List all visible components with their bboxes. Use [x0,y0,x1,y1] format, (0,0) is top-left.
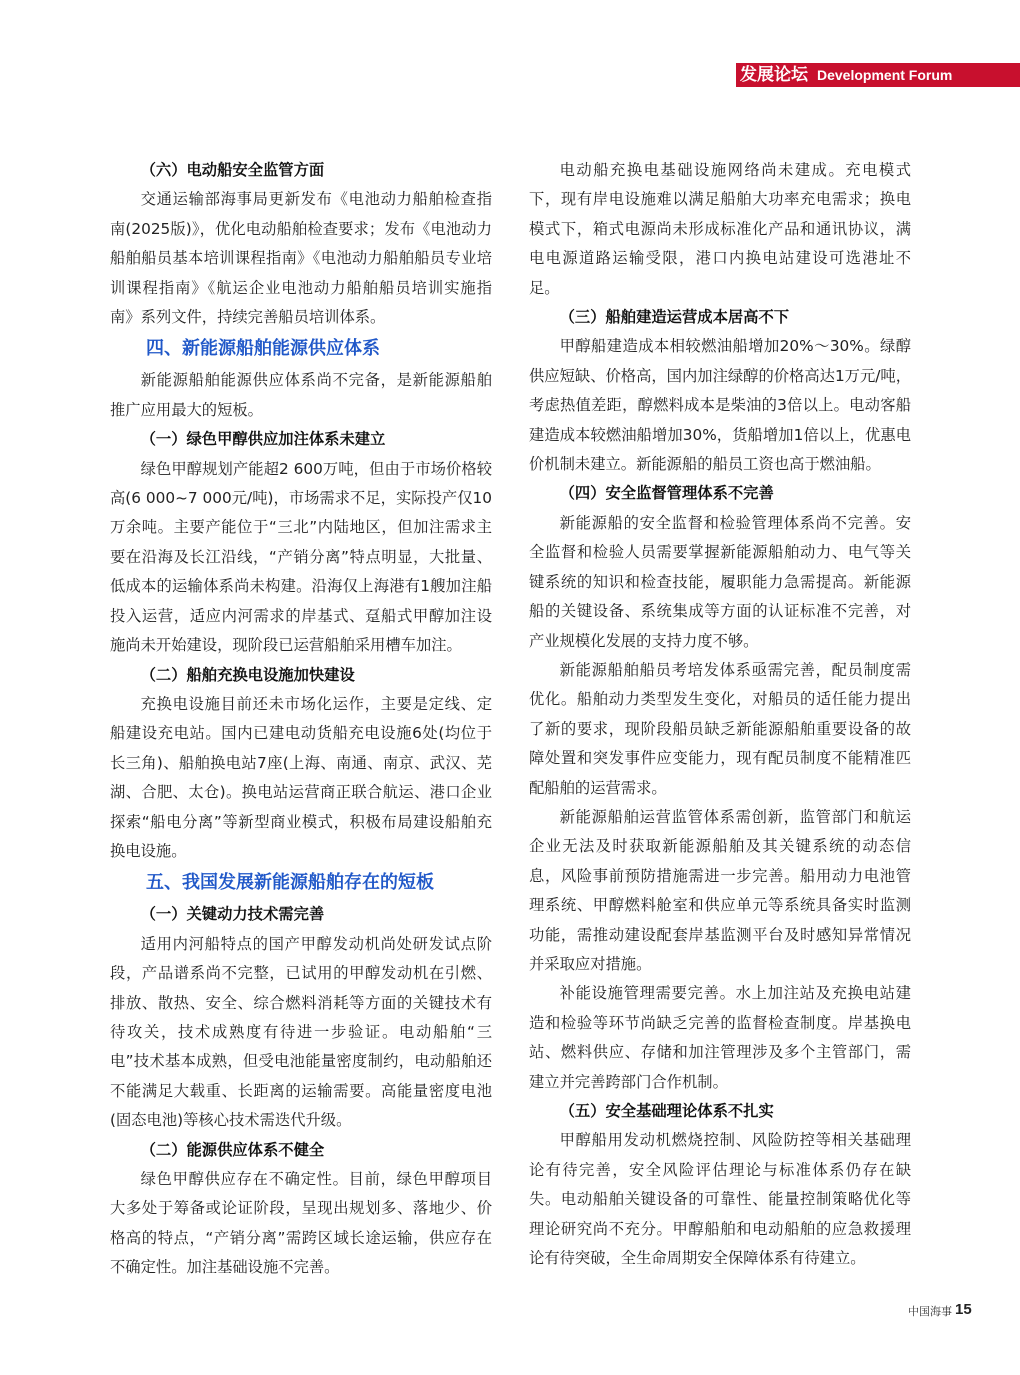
paragraph: 充换电设施目前还未市场化运作，主要是定线、定船建设充电站。国内已建电动货船充电设施6处(均位于长三角)、船舶换电站7座(上海、南通、南京、武汉、芜湖、合肥、太仓)。换电站运营商正联合航运、港口企业探索“船电分离”等新型商业模式，积极布局建设船舶充换电设施。 [110,694,492,860]
subsection-heading: （五）安全基础理论体系不扎实 [559,1102,774,1120]
subsection-heading: （二）能源供应体系不健全 [140,1140,325,1159]
paragraph: 甲醇船建造成本相较燃油船增加20%～30%。绿醇供应短缺、价格高，国内加注绿醇的价格高达1万元/吨，考虑热值差距，醇燃料成本是柴油的3倍以上。电动客船建造成本较燃油船增加30%，货船增加1倍以上，优惠电价机制未建立。新能源船的船员工资也高于燃油船。 [529,337,912,474]
section-heading: 五、我国发展新能源船舶存在的短板 [146,872,434,894]
paragraph: 补能设施管理需要完善。水上加注站及充换电站建造和检验等环节尚缺乏完善的监督检查制度。岸基换电站、燃料供应、存储和加注管理涉及多个主管部门，需建立并完善跨部门合作机制。 [529,984,911,1091]
paragraph: 甲醇船用发动机燃烧控制、风险防控等相关基础理论有待完善，安全风险评估理论与标准体系仍存在缺失。电动船舶关键设备的可靠性、能量控制策略优化等理论研究尚不充分。甲醇船舶和电动船舶的应急救援理论有待突破，全生命周期安全保障体系有待建立。 [529,1131,911,1268]
section-title-en: Development Forum [817,67,953,83]
subsection-heading: （六）电动船安全监管方面 [140,161,325,179]
right-column [529,156,911,1273]
left-column [110,156,492,1283]
subsection-heading: （一）关键动力技术需完善 [140,905,325,924]
section-title-cn: 发展论坛 [740,65,808,85]
subsection-heading: （四）安全监督管理体系不完善 [559,484,774,503]
subsection-heading: （二）船舶充换电设施加快建设 [140,665,355,684]
paragraph: 绿色甲醇规划产能超2 600万吨，但由于市场价格较高(6 000~7 000元/吨)，市场需求不足，实际投产仅10万余吨。主要产能位于“三北”内陆地区，但加注需求主要在沿海及长江沿线，“产销分离”特点明显，大批量、低成本的运输体系尚未构建。沿海仅上海港有1艘加注船投入运营，适应内河需求的岸基式、趸船式甲醇加注设施尚未开始建设，现阶段已运营船舶采用槽车加注。 [110,459,492,655]
magazine-name: 中国海事 [908,1305,952,1318]
subsection-heading: （三）船舶建造运营成本居高不下 [559,308,790,327]
paragraph: 交通运输部海事局更新发布《电池动力船舶检查指南(2025版)》，优化电动船舶检查要求；发布《电池动力船舶船员基本培训课程指南》《电池动力船舶船员专业培训课程指南》《航运企业电池动力船舶船员培训实施指南》系列文件，持续完善船员培训体系。 [110,190,492,327]
subsection-heading: （一）绿色甲醇供应加注体系未建立 [140,430,386,449]
page-number: 15 [955,1301,972,1318]
paragraph: 新能源船的安全监督和检验管理体系尚不完善。安全监督和检验人员需要掌握新能源船舶动力、电气等关键系统的知识和检查技能，履职能力急需提高。新能源船的关键设备、系统集成等方面的认证标准不完善，对产业规模化发展的支持力度不够。 [529,513,911,650]
paragraph: 新能源船舶能源供应体系尚不完备，是新能源船舶推广应用最大的短板。 [110,371,492,419]
section-heading: 四、新能源船舶能源供应体系 [146,338,380,360]
paragraph: 电动船充换电基础设施网络尚未建成。充电模式下，现有岸电设施难以满足船舶大功率充电需求；换电模式下，箱式电源尚未形成标准化产品和通讯协议，满电电源道路运输受限，港口内换电站建设可选港址不足。 [529,161,911,297]
paragraph: 适用内河船特点的国产甲醇发动机尚处研发试点阶段，产品谱系尚不完整，已试用的甲醇发动机在引燃、排放、散热、安全、综合燃料消耗等方面的关键技术有待攻关，技术成熟度有待进一步验证。电动船舶“三电”技术基本成熟，但受电池能量密度制约，电动船舶还不能满足大载重、长距离的运输需要。高能量密度电池(固态电池)等核心技术需迭代升级。 [110,934,492,1130]
paragraph: 新能源船舶运营监管体系需创新，监管部门和航运企业无法及时获取新能源船舶及其关键系统的动态信息，风险事前预防措施需进一步完善。船用动力电池管理系统、甲醇燃料舱室和供应单元等系统具备实时监测功能，需推动建设配套岸基监测平台及时感知异常情况并采取应对措施。 [529,807,911,973]
paragraph: 新能源船舶船员考培发体系亟需完善，配员制度需优化。船舶动力类型发生变化，对船员的适任能力提出了新的要求，现阶段船员缺乏新能源船舶重要设备的故障处置和突发事件应变能力，现有配员制度不能精准匹配船舶的运营需求。 [529,660,911,797]
paragraph: 绿色甲醇供应存在不确定性。目前，绿色甲醇项目大多处于筹备或论证阶段，呈现出规划多、落地少、价格高的特点，“产销分离”需跨区域长途运输，供应存在不确定性。加注基础设施不完善。 [110,1170,492,1277]
